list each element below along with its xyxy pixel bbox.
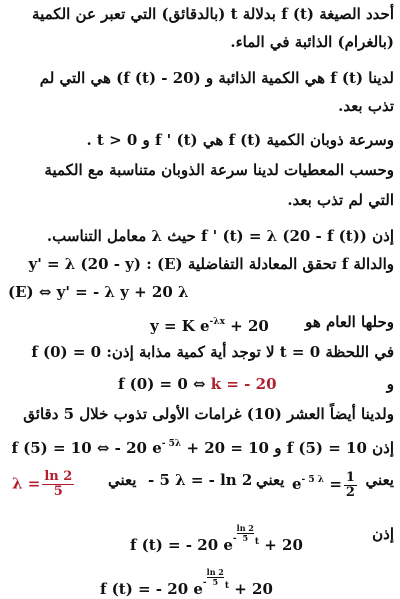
e-base: e (292, 475, 302, 493)
lambda-fraction (42, 470, 74, 499)
lambda-derivation (8, 462, 394, 502)
eq-sign: = (324, 475, 342, 493)
k-value: k = - 20 (210, 375, 277, 393)
lambda-result (12, 470, 76, 499)
line-17-idhan: إذن (372, 525, 394, 543)
line-7: التي لم تذب بعد. (287, 191, 394, 209)
minus-5-lambda: - 5 λ = - ln 2 (148, 471, 253, 489)
lambda-frac-num: ln 2 (44, 469, 73, 484)
sol2-exp-suffix: t (224, 581, 230, 591)
general-solution-label: وحلها العام هو (305, 313, 394, 331)
lambda-frac-den: 5 (53, 484, 63, 499)
sol1-exp-fraction (237, 524, 254, 543)
line-4: تذب بعد. (338, 97, 394, 115)
exp-eq-half (292, 470, 359, 500)
sol2-tail: + 20 (229, 580, 273, 598)
line-9: والدالة f تحقق المعادلة التفاضلية (E) : y' = λ (20 - y) (28, 255, 394, 273)
half-num: 1 (345, 469, 355, 485)
solution-formula-2 (100, 568, 273, 599)
line-1: أحدد الصيغة f (t) بدلالة t (بالدقائق) التي تعبر عن الكمية (32, 5, 394, 23)
gs-base: y = K e (150, 317, 210, 335)
sol1-exp-prefix: - (232, 534, 237, 544)
k-derivation (118, 374, 277, 394)
sol2-exp-fraction (207, 568, 224, 587)
line-8: إذن f ' (t) = λ (20 - f (t)) حيث λ معامل التناسب. (46, 227, 394, 245)
lambda-label: λ = (12, 474, 41, 493)
line-3: لدينا f (t) هي الكمية الذائبة و (f (t) - 20) هي التي لم (39, 69, 394, 87)
yani-3: يعني (365, 471, 394, 489)
gs-tail: + 20 (224, 317, 269, 335)
half-den: 2 (345, 484, 355, 500)
general-solution-formula (150, 312, 269, 336)
e-exponent: - 5 λ (301, 475, 325, 485)
sol1-exp-suffix: t (254, 537, 260, 547)
sol2-exp-num: ln 2 (206, 567, 224, 577)
yani-1: يعني (108, 471, 137, 489)
line-15-tail: + 20 = 10 (181, 439, 269, 457)
k-condition: f (0) = 0 ⇔ (118, 375, 206, 393)
yani-2: يعني (256, 471, 285, 489)
line-15-exponent: - 5λ (161, 439, 182, 449)
sol1-base: f (t) = - 20 e (130, 536, 233, 554)
sol1-exp-num: ln 2 (236, 523, 254, 533)
sol2-exp-prefix: - (202, 578, 207, 588)
gs-exponent: -λx (209, 317, 225, 327)
sol2-exp-den: 5 (212, 577, 219, 587)
line-6: وحسب المعطيات لدينا سرعة الذوبان متناسبة مع الكمية (44, 161, 394, 179)
solution-formula-1 (130, 524, 303, 555)
sol1-exp-den: 5 (242, 533, 249, 543)
line-13-and: و (386, 375, 394, 393)
line-14: ولدينا أيضاً العشر (10) غرامات الأولى تذوب خلال 5 دقائق (23, 405, 394, 423)
line-15-text: إذن f (5) = 10 و f (5) = 10 ⇔ - 20 e (11, 439, 394, 457)
line-15 (11, 434, 394, 458)
line-2: (بالغرام) الذائبة في الماء. (230, 33, 394, 51)
sol2-base: f (t) = - 20 e (100, 580, 203, 598)
sol1-tail: + 20 (259, 536, 303, 554)
line-initial-condition: في اللحظة t = 0 لا توجد أية كمية مذابة إذن: f (0) = 0 (31, 343, 394, 361)
equation-equivalence: (E) ⇔ y' = - λ y + 20 λ (8, 283, 189, 301)
line-5: وسرعة ذوبان الكمية f (t) هي f ' (t) و 0 < t . (86, 131, 394, 149)
half-fraction (344, 471, 357, 500)
